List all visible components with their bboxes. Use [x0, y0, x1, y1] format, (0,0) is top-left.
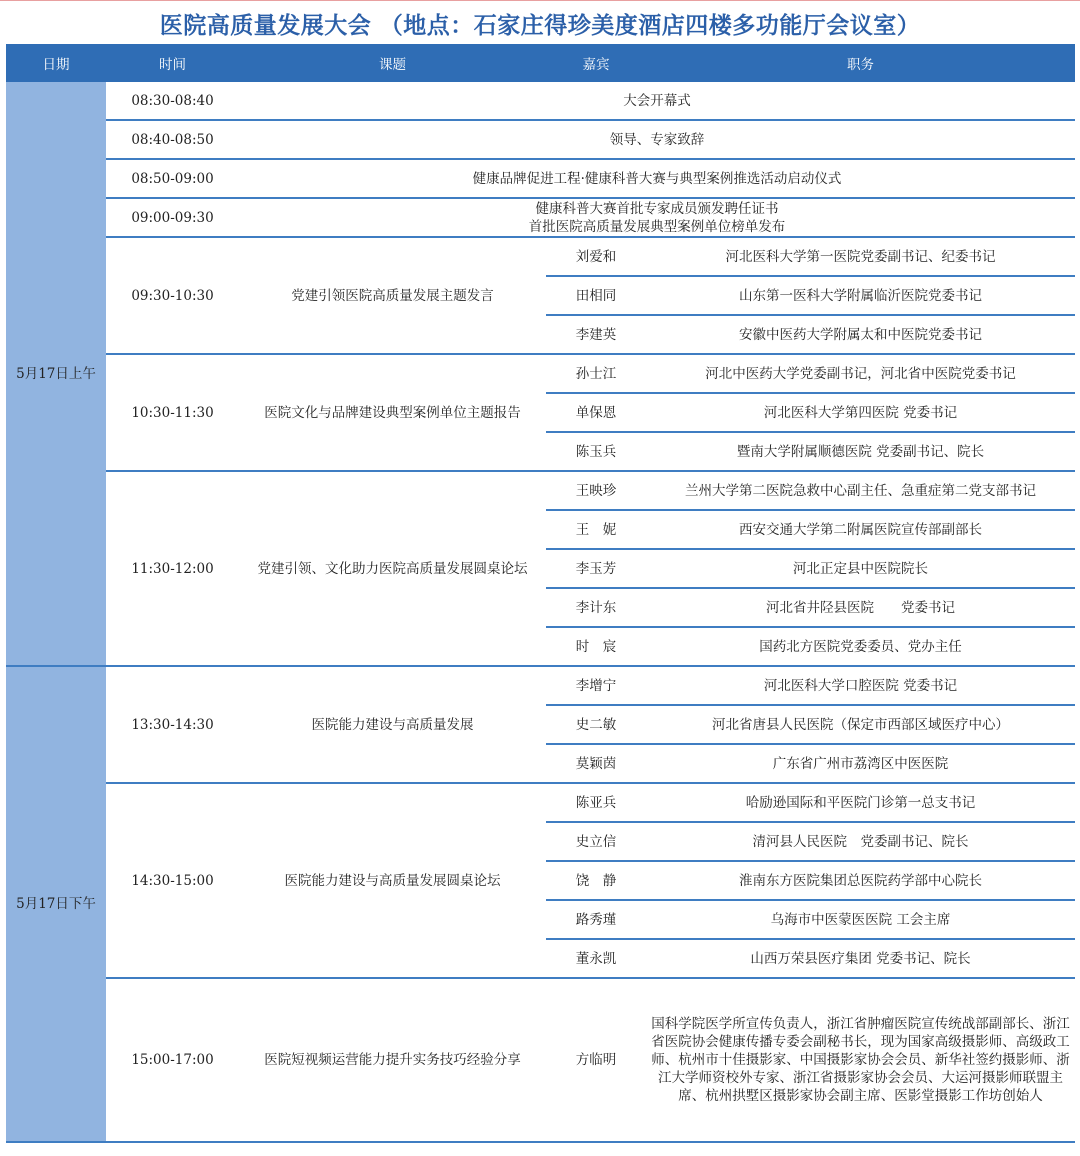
guest-name: 饶 静	[546, 861, 646, 900]
topic-cell: 领导、专家致辞	[239, 120, 1075, 159]
guest-name: 单保恩	[546, 393, 646, 432]
time-cell: 09:00-09:30	[106, 198, 239, 237]
header-guest: 嘉宾	[546, 44, 646, 82]
guest-name: 李增宁	[546, 666, 646, 705]
header-row	[6, 44, 1075, 82]
date-cell-morning: 5月17日上午	[6, 82, 106, 666]
guest-name: 莫颖茵	[546, 744, 646, 783]
topic-cell: 大会开幕式	[239, 82, 1075, 120]
table-row	[6, 159, 1075, 198]
topic-cell: 党建引领医院高质量发展主题发言	[239, 237, 546, 354]
guest-name: 李计东	[546, 588, 646, 627]
guest-role: 西安交通大学第二附属医院宣传部副部长	[646, 510, 1075, 549]
guest-role: 乌海市中医蒙医医院 工会主席	[646, 900, 1075, 939]
guest-role: 广东省广州市荔湾区中医医院	[646, 744, 1075, 783]
guest-name: 董永凯	[546, 939, 646, 978]
guest-role: 安徽中医药大学附属太和中医院党委书记	[646, 315, 1075, 354]
table-row	[6, 237, 1075, 276]
time-cell: 08:30-08:40	[106, 82, 239, 120]
guest-role: 河北正定县中医院院长	[646, 549, 1075, 588]
table-row	[6, 82, 1075, 120]
guest-name: 路秀瑾	[546, 900, 646, 939]
table-row	[6, 120, 1075, 159]
header-topic: 课题	[239, 44, 546, 82]
guest-role: 国科学院医学所宣传负责人，浙江省肿瘤医院宣传统战部副部长、浙江省医院协会健康传播专委会副秘书长，现为国家高级摄影师、高级政工师、杭州市十佳摄影家、中国摄影家协会会员、新华社签约摄影师、浙江大学师资校外专家、浙江省摄影家协会会员、大运河摄影师联盟主席、杭州拱墅区摄影家协会副主席、医影堂摄影工作坊创始人	[646, 978, 1075, 1142]
guest-name: 史立信	[546, 822, 646, 861]
table-row	[6, 198, 1075, 237]
guest-name: 王 妮	[546, 510, 646, 549]
topic-cell: 医院能力建设与高质量发展圆桌论坛	[239, 783, 546, 978]
time-cell: 09:30-10:30	[106, 237, 239, 354]
guest-role: 淮南东方医院集团总医院药学部中心院长	[646, 861, 1075, 900]
guest-role: 河北中医药大学党委副书记，河北省中医院党委书记	[646, 354, 1075, 393]
header-time: 时间	[106, 44, 239, 82]
time-cell: 13:30-14:30	[106, 666, 239, 783]
topic-line: 首批医院高质量发展典型案例单位榜单发布	[528, 218, 786, 235]
guest-name: 方临明	[546, 978, 646, 1142]
date-cell-afternoon: 5月17日下午	[6, 666, 106, 1142]
guest-name: 李建英	[546, 315, 646, 354]
guest-role: 山西万荣县医疗集团 党委书记、院长	[646, 939, 1075, 978]
guest-name: 李玉芳	[546, 549, 646, 588]
schedule-table	[6, 44, 1075, 1143]
guest-name: 刘爱和	[546, 237, 646, 276]
guest-role: 河北省唐县人民医院（保定市西部区域医疗中心）	[646, 705, 1075, 744]
guest-role: 兰州大学第二医院急救中心副主任、急重症第二党支部书记	[646, 471, 1075, 510]
guest-role: 河北医科大学第四医院 党委书记	[646, 393, 1075, 432]
header-role: 职务	[646, 44, 1075, 82]
guest-role: 河北省井陉县医院 党委书记	[646, 588, 1075, 627]
guest-name: 时 宸	[546, 627, 646, 666]
guest-role: 清河县人民医院 党委副书记、院长	[646, 822, 1075, 861]
time-cell: 08:50-09:00	[106, 159, 239, 198]
topic-cell: 医院短视频运营能力提升实务技巧经验分享	[239, 978, 546, 1142]
guest-name: 田相同	[546, 276, 646, 315]
time-cell: 10:30-11:30	[106, 354, 239, 471]
topic-line: 健康科普大赛首批专家成员颁发聘任证书	[535, 200, 779, 217]
time-cell: 08:40-08:50	[106, 120, 239, 159]
guest-name: 王映珍	[546, 471, 646, 510]
guest-role: 山东第一医科大学附属临沂医院党委书记	[646, 276, 1075, 315]
topic-cell: 医院能力建设与高质量发展	[239, 666, 546, 783]
guest-role: 国药北方医院党委委员、党办主任	[646, 627, 1075, 666]
guest-role: 暨南大学附属顺德医院 党委副书记、院长	[646, 432, 1075, 471]
guest-role: 哈励逊国际和平医院门诊第一总支书记	[646, 783, 1075, 822]
table-row	[6, 471, 1075, 510]
guest-name: 陈亚兵	[546, 783, 646, 822]
table-row	[6, 666, 1075, 705]
page-title: 医院高质量发展大会 （地点：石家庄得珍美度酒店四楼多功能厅会议室）	[0, 0, 1080, 45]
guest-name: 孙士江	[546, 354, 646, 393]
guest-name: 史二敏	[546, 705, 646, 744]
topic-cell: 医院文化与品牌建设典型案例单位主题报告	[239, 354, 546, 471]
time-cell: 15:00-17:00	[106, 978, 239, 1142]
guest-role: 河北医科大学口腔医院 党委书记	[646, 666, 1075, 705]
topic-cell	[239, 198, 1075, 237]
guest-name: 陈玉兵	[546, 432, 646, 471]
table-row	[6, 978, 1075, 1142]
guest-role: 河北医科大学第一医院党委副书记、纪委书记	[646, 237, 1075, 276]
topic-cell: 党建引领、文化助力医院高质量发展圆桌论坛	[239, 471, 546, 666]
topic-cell: 健康品牌促进工程·健康科普大赛与典型案例推选活动启动仪式	[239, 159, 1075, 198]
time-cell: 11:30-12:00	[106, 471, 239, 666]
table-row	[6, 783, 1075, 822]
header-date: 日期	[6, 44, 106, 82]
time-cell: 14:30-15:00	[106, 783, 239, 978]
table-row	[6, 354, 1075, 393]
